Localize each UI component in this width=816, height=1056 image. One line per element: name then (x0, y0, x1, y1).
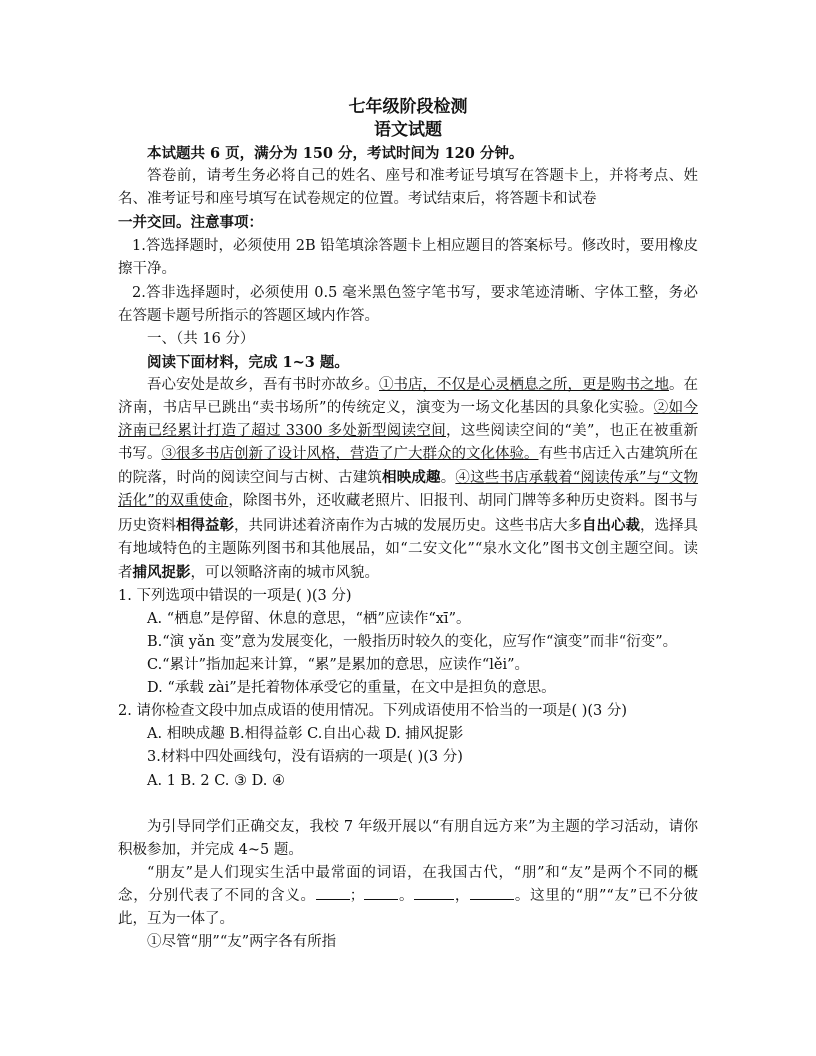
question-3: 3.材料中四处画线句，没有语病的一项是( )(3 分) (147, 749, 463, 766)
question-4-text-start: “朋友”是人们现实生活中最常面的词语，在我国古代，“朋”和“友”是两个不同的概念，分别代表了不同的含义。 (118, 864, 698, 904)
idiom-4: 捕风捉影 (132, 563, 191, 581)
spacer (118, 793, 698, 816)
instruction-para-2-text: 答卷前，请考生务必将自己的姓名、座号和准考证号填写在答题卡上，并将考点、姓名、准考证号和座号填写在试卷规定的位置。考试结束后，将答题卡和试卷 (118, 168, 698, 208)
exam-title: 七年级阶段检测 (348, 97, 468, 117)
section-2-intro: 为引导同学们正确交友，我校 7 年级开展以“有朋自远方来”为主题的学习活动，请你积极参加，并完成 4~5 题。 (118, 818, 698, 858)
instruction-item-2: 2.答非选择题时，必须使用 0.5 毫米黑色签字笔书写，要求笔迹清晰、字体工整，务必在答题卡题号所指示的答题区域内作答。 (118, 284, 698, 324)
reading-passage (118, 374, 698, 585)
answer-blank-4[interactable] (470, 885, 514, 900)
answer-blank-3[interactable] (414, 885, 454, 900)
question-2: 2. 请你检查文段中加点成语的使用情况。下列成语使用不恰当的一项是( )(3 分) (118, 703, 628, 720)
section-1-prompt: 阅读下面材料，完成 1~3 题。 (147, 353, 349, 371)
exam-page (118, 96, 698, 954)
instruction-para-2 (118, 165, 698, 235)
idiom-2: 相得益彰 (176, 516, 234, 534)
answer-blank-1[interactable] (316, 885, 350, 900)
blank-separator: ； (349, 887, 365, 904)
underlined-sentence-2: ②如今济南已经累计打造了超过 3300 多处新型阅读空间 (118, 400, 699, 440)
question-4-text (118, 862, 698, 931)
exam-subtitle: 语文试题 (374, 120, 442, 140)
question-4-text-end: 。这里的“朋”“友”已不分彼此，互为一体了。 (118, 887, 699, 927)
blank-separator: ， (454, 887, 471, 904)
underlined-sentence-3: ③很多书店创新了设计风格，营造了广大群众的文化体验。 (161, 446, 539, 463)
instruction-para-2-end: 一并交回。注意事项： (118, 214, 263, 232)
answer-blank-2[interactable] (364, 885, 398, 900)
question-4-sentence-1: ①尽管“朋”“友”两字各有所指 (147, 934, 337, 951)
idiom-1: 相映成趣 (382, 469, 441, 487)
passage-sentence: ，共同讲述着济南作为古城的发展历史。这些书店大多 (234, 517, 582, 534)
passage-sentence: 吾心安处是故乡，吾有书时亦故乡。 (147, 376, 379, 393)
question-2-options: A. 相映成趣 B.相得益彰 C.自出心裁 D. 捕风捉影 (147, 726, 464, 743)
passage-sentence: ，这些阅读空间的“美”，也正在被重新书写。 (118, 423, 698, 463)
idiom-3: 自出心裁 (582, 516, 640, 534)
question-1: 1. 下列选项中错误的一项是( )(3 分) (118, 587, 352, 604)
question-1-option-a: A. “栖息”是停留、休息的意思，“栖”应读作“xī”。 (147, 610, 471, 627)
passage-sentence: ，除图书外，还收藏老照片、旧报刊、胡同门牌等多种历史资料。图书与历史资料 (118, 493, 698, 534)
question-1-option-b: B.“演 yǎn 变”意为发展变化，一般指历时较久的变化，应写作“演变”而非“衍变”。 (147, 633, 678, 650)
passage-sentence: 。在济南，书店早已跳出“卖书场所”的传统定义，演变为一场文化基因的具象化实验。 (118, 376, 698, 417)
section-1-heading: 一、（共 16 分） (147, 330, 255, 347)
blank-separator: 。 (398, 887, 415, 904)
instruction-line-1: 本试题共 6 页，满分为 150 分，考试时间为 120 分钟。 (147, 145, 524, 162)
passage-sentence: ，选择具有地域特色的主题陈列图书和其他展品，如“二安文化”“泉水文化”图书文创主题空间。读者 (118, 517, 698, 581)
question-3-options: A. 1 B. 2 C. ③ D. ④ (147, 772, 285, 789)
question-1-option-c: C.“累计”指加起来计算，“累”是累加的意思，应读作“lěi”。 (147, 657, 530, 674)
underlined-sentence-1: ①书店，不仅是心灵栖息之所，更是购书之地 (379, 376, 669, 393)
passage-sentence: 有些书店迁入古建筑所在的院落，时尚的阅读空间与古树、古建筑 (118, 446, 698, 487)
underlined-sentence-4: ④这些书店承载着“阅读传承”与“文物活化”的双重使命 (118, 470, 699, 510)
passage-sentence: 。 (440, 470, 456, 487)
question-1-option-d: D. “承载 zài”是托着物体承受它的重量，在文中是担负的意思。 (147, 680, 556, 697)
passage-sentence: ，可以领略济南的城市风貌。 (190, 564, 379, 581)
instruction-item-1: 1.答选择题时，必须使用 2B 铅笔填涂答题卡上相应题目的答案标号。修改时，要用橡皮擦干净。 (118, 238, 698, 278)
